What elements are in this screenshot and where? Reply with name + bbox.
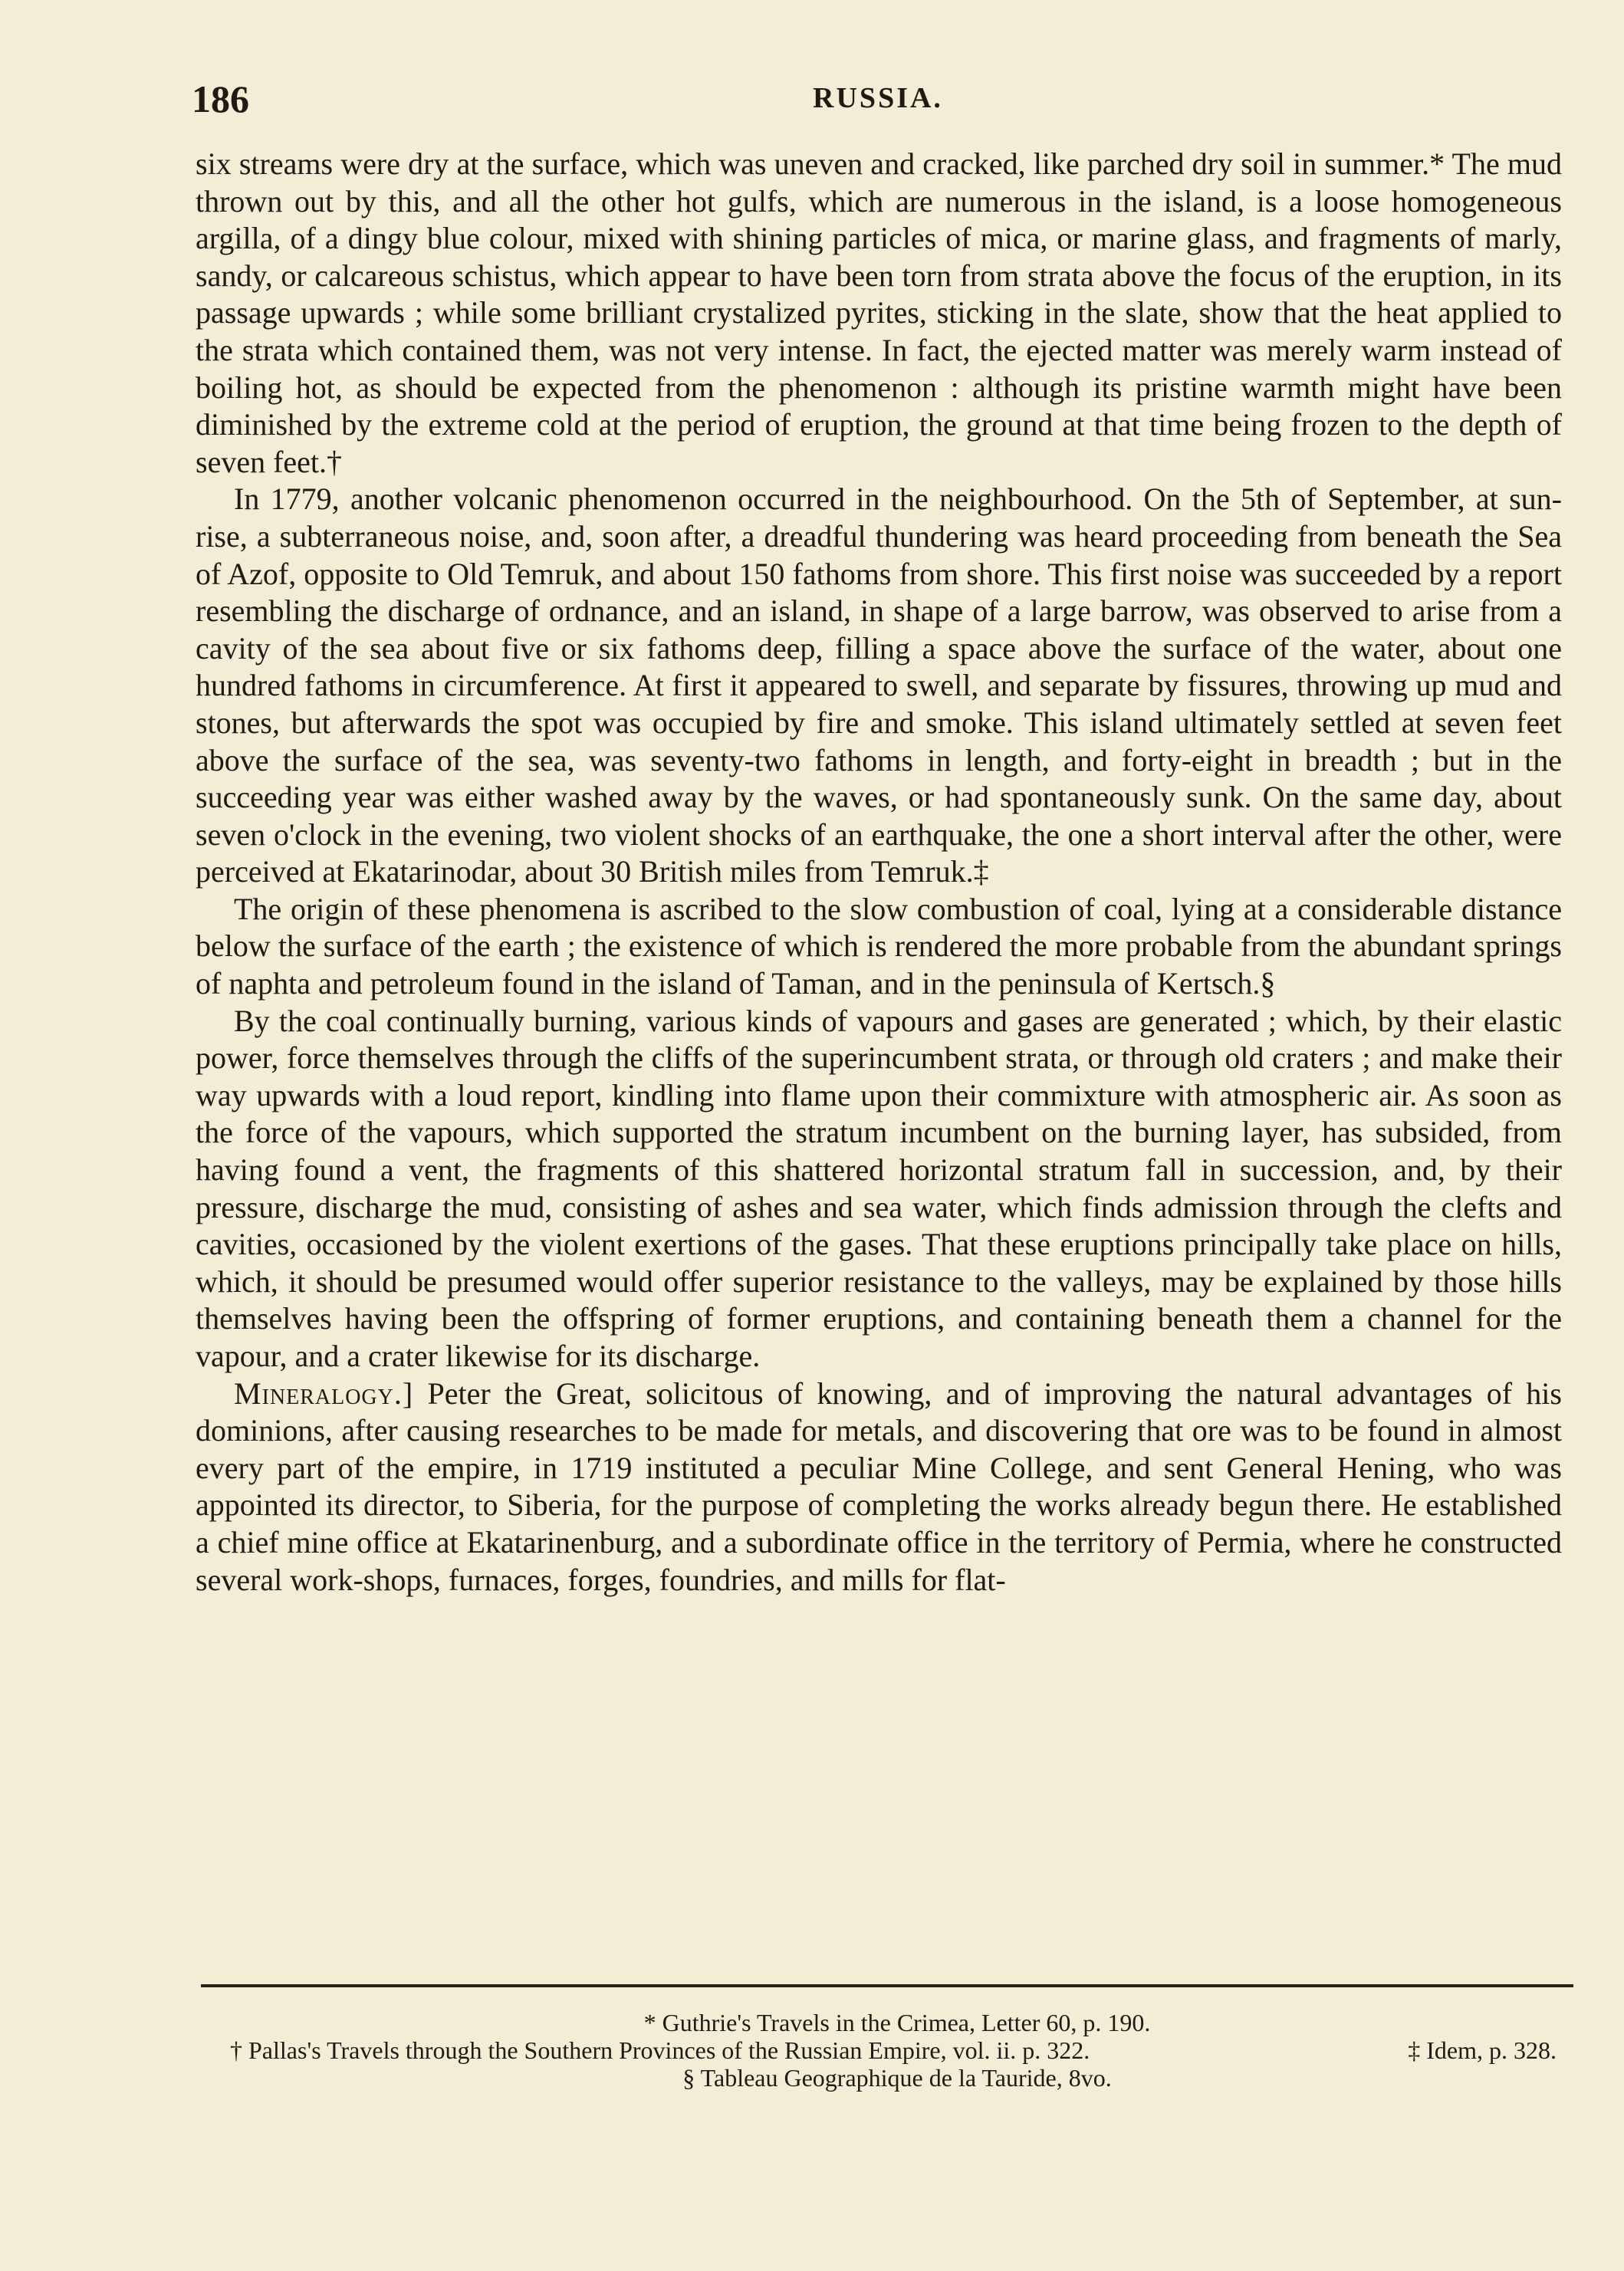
paragraph-volcanic-island: In 1779, another volcanic phenomenon occurred in the neighbourhood. On the 5th of September, at sun-rise, a subterraneous noise, and, soon after, a dreadful thundering was heard proceeding from beneath the Sea of Azof, opposite to Old Temruk, and about 150 fathoms from shore. This first noise was succeeded by a report resembling the discharge of ordnance, and an island, in shape of a large barrow, was observed to arise from a cavity of the sea about five or six fathoms deep, filling a space above the surface of the water, about one hundred fathoms in circumference. At first it appeared to swell, and separate by fissures, throwing up mud and stones, but afterwards the spot was occupied by fire and smoke. This island ultimately settled at seven feet above the surface of the sea, was seventy-two fathoms in length, and forty-eight in breadth ; but in the succeeding year was either washed away by the waves, or had spontaneously sunk. On the same day, about seven o'clock in the evening, two violent shocks of an earthquake, the one a short interval after the other, were perceived at Ekatarinodar, about 30 British miles from Temruk.‡ [196, 481, 1562, 889]
footnote-row-2 [222, 2036, 1572, 2064]
body-text [196, 146, 1562, 1599]
mineralogy-heading: Mineralogy.] [234, 1375, 414, 1411]
footnote-tableau: § Tableau Geographique de la Tauride, 8vo. [682, 2064, 1112, 2092]
paragraph-mineralogy [196, 1375, 1562, 1599]
footnote-guthrie: * Guthrie's Travels in the Crimea, Letter 60, p. 190. [643, 2009, 1151, 2036]
page-number: 186 [192, 77, 249, 120]
mineralogy-text: Peter the Great, solicitous of knowing, and of improving the natural advantages of his dominions, after causing researches to be made for metals, and discovering that ore was to be found in almost every part of the empire, in 1719 instituted a peculiar Mine College, and sent General Hening, who was appointed its director, to Siberia, for the purpose of completing the works already begun there. He established a chief mine office at Ekatarinenburg, and a subordinate office in the territory of Permia, where he constructed several work-shops, furnaces, forges, foundries, and mills for flat- [196, 1375, 1562, 1597]
paragraph-vapours-gases: By the coal continually burning, various kinds of vapours and gases are generated ; which, by their elastic power, force themselves through the cliffs of the superincumbent strata, or through old craters ; and make their way upwards with a loud report, kindling into flame upon their commixture with atmospheric air. As soon as the force of the vapours, which supported the stratum incumbent on the burning layer, has subsided, from having found a vent, the fragments of this shattered horizontal stratum fall in succession, and, by their pressure, discharge the mud, consisting of ashes and sea water, which finds admission through the clefts and cavities, occasioned by the violent exertions of the gases. That these eruptions principally take place on hills, which, it should be presumed would offer superior resistance to the valleys, may be explained by those hills themselves having been the offspring of former eruptions, and containing beneath them a channel for the vapour, and a crater likewise for its discharge. [196, 1003, 1562, 1373]
footnote-row-1 [222, 2009, 1572, 2036]
footnote-row-3 [222, 2064, 1572, 2092]
footnote-rule [201, 1984, 1573, 1987]
page-header [192, 77, 1564, 123]
footnotes [222, 2009, 1572, 2092]
paragraph-mud-eruption: six streams were dry at the surface, which was uneven and cracked, like parched dry soil in summer.* The mud thrown out by this, and all the other hot gulfs, which are numerous in the island, is a loose homogeneous argilla, of a dingy blue colour, mixed with shining particles of mica, or marine glass, and fragments of marly, sandy, or calcareous schistus, which appear to have been torn from strata above the focus of the eruption, in its passage upwards ; while some brilliant crystalized pyrites, sticking in the slate, show that the heat applied to the strata which contained them, was not very intense. In fact, the ejected matter was merely warm instead of boiling hot, as should be expected from the phenomenon : although its pristine warmth might have been diminished by the extreme cold at the period of eruption, the ground at that time being frozen to the depth of seven feet.† [196, 146, 1562, 479]
running-head: RUSSIA. [813, 82, 943, 114]
footnote-pallas: † Pallas's Travels through the Southern Provinces of the Russian Empire, vol. ii. p. 322. [230, 2036, 1090, 2064]
paragraph-coal-combustion: The origin of these phenomena is ascribed to the slow combustion of coal, lying at a considerable distance below the surface of the earth ; the existence of which is rendered the more probable from the abundant springs of naphta and petroleum found in the island of Taman, and in the peninsula of Kertsch.§ [196, 891, 1562, 1001]
footnote-idem: ‡ Idem, p. 328. [1408, 2036, 1557, 2064]
